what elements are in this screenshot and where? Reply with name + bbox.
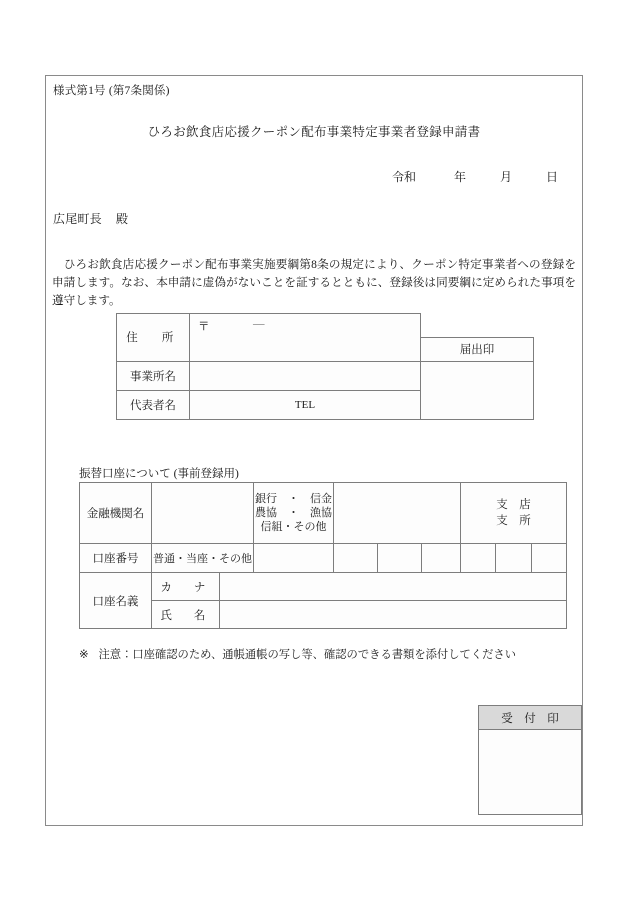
table-row bbox=[117, 314, 534, 338]
note-text: 注意：口座確認のため、通帳通帳の写し等、確認のできる書類を添付してください bbox=[98, 649, 517, 661]
bank-account-table bbox=[79, 482, 567, 629]
bank-type-line-1: 銀行 ・ 信金 bbox=[255, 492, 333, 505]
table-row bbox=[117, 361, 534, 390]
addressee bbox=[53, 210, 128, 227]
seal-box-area[interactable] bbox=[421, 361, 534, 419]
document-title: ひろお飲食店応援クーポン配布事業特定事業者登録申請書 bbox=[147, 125, 481, 139]
date-line bbox=[392, 168, 558, 185]
applicant-label-business-name: 事業所名 bbox=[117, 361, 190, 390]
account-digit-cell[interactable] bbox=[378, 544, 422, 573]
bank-value-holder-name[interactable] bbox=[220, 601, 567, 629]
table-row bbox=[80, 601, 567, 629]
table-row bbox=[80, 544, 567, 573]
body-paragraph-text: ひろお飲食店応援クーポン配布事業実施要綱第8条の規定により、クーポン特定事業者への登録を申請します。なお、本申請に虚偽がないことを証するとともに、登録後は同要綱に定められた事項を遵守します。 bbox=[52, 258, 576, 307]
account-digit-cell[interactable] bbox=[496, 544, 532, 573]
postal-code-dash: — bbox=[253, 318, 265, 330]
table-row bbox=[479, 706, 582, 730]
seal-box-spacer bbox=[421, 314, 534, 338]
bank-type-line-2: 農協 ・ 漁協 bbox=[255, 506, 333, 519]
bank-value-holder-kana[interactable] bbox=[220, 573, 567, 601]
bank-branch-line-1: 支 店 bbox=[496, 498, 531, 511]
applicant-label-address: 住 所 bbox=[117, 314, 190, 362]
bank-branch-line-2: 支 所 bbox=[496, 515, 531, 527]
form-number: 様式第1号 (第7条関係) bbox=[53, 85, 170, 97]
document-page bbox=[45, 75, 583, 826]
bank-label-holder-name: 氏 名 bbox=[152, 601, 220, 629]
receipt-stamp-label: 受 付 印 bbox=[479, 706, 582, 730]
applicant-value-representative[interactable] bbox=[190, 390, 421, 419]
receipt-stamp-area[interactable] bbox=[479, 730, 582, 815]
bank-value-institution-name[interactable] bbox=[152, 483, 254, 544]
date-year-unit: 年 bbox=[453, 170, 466, 184]
body-paragraph bbox=[52, 256, 576, 310]
date-era: 令和 bbox=[391, 170, 416, 184]
addressee-honorific: 殿 bbox=[115, 212, 129, 226]
table-row bbox=[479, 730, 582, 815]
date-day-unit: 日 bbox=[545, 170, 558, 184]
attachment-note bbox=[79, 646, 516, 662]
bank-branch-label bbox=[461, 483, 567, 544]
table-row bbox=[80, 573, 567, 601]
bank-label-account-number: 口座番号 bbox=[80, 544, 152, 573]
seal-box-label: 届出印 bbox=[421, 337, 534, 361]
bank-label-holder-kana: カ ナ bbox=[152, 573, 220, 601]
date-month-unit: 月 bbox=[499, 170, 512, 184]
account-digit-cell[interactable] bbox=[461, 544, 496, 573]
bank-label-account-holder: 口座名義 bbox=[80, 573, 152, 629]
applicant-label-representative: 代表者名 bbox=[117, 390, 190, 419]
addressee-name: 広尾町長 bbox=[53, 212, 102, 226]
bank-type-line-3: 信組・その他 bbox=[260, 521, 327, 534]
table-row bbox=[80, 483, 567, 544]
tel-label: TEL bbox=[294, 398, 316, 411]
bank-section-caption: 振替口座について (事前登録用) bbox=[79, 468, 239, 480]
bank-account-kind-options[interactable]: 普通・当座・その他 bbox=[152, 544, 254, 573]
bank-label-institution: 金融機関名 bbox=[80, 483, 152, 544]
note-mark-icon: ※ bbox=[79, 649, 89, 661]
applicant-value-business-name[interactable] bbox=[190, 361, 421, 390]
account-digit-cell[interactable] bbox=[334, 544, 378, 573]
bank-institution-type-options[interactable] bbox=[254, 483, 334, 544]
postal-code-icon: 〒 bbox=[198, 321, 210, 333]
account-digit-cell[interactable] bbox=[254, 544, 334, 573]
applicant-table bbox=[116, 313, 534, 420]
account-digit-cell[interactable] bbox=[532, 544, 567, 573]
receipt-stamp-table bbox=[478, 705, 582, 815]
account-digit-cell[interactable] bbox=[422, 544, 461, 573]
applicant-value-address[interactable] bbox=[190, 314, 421, 362]
bank-value-branch-name[interactable] bbox=[334, 483, 461, 544]
